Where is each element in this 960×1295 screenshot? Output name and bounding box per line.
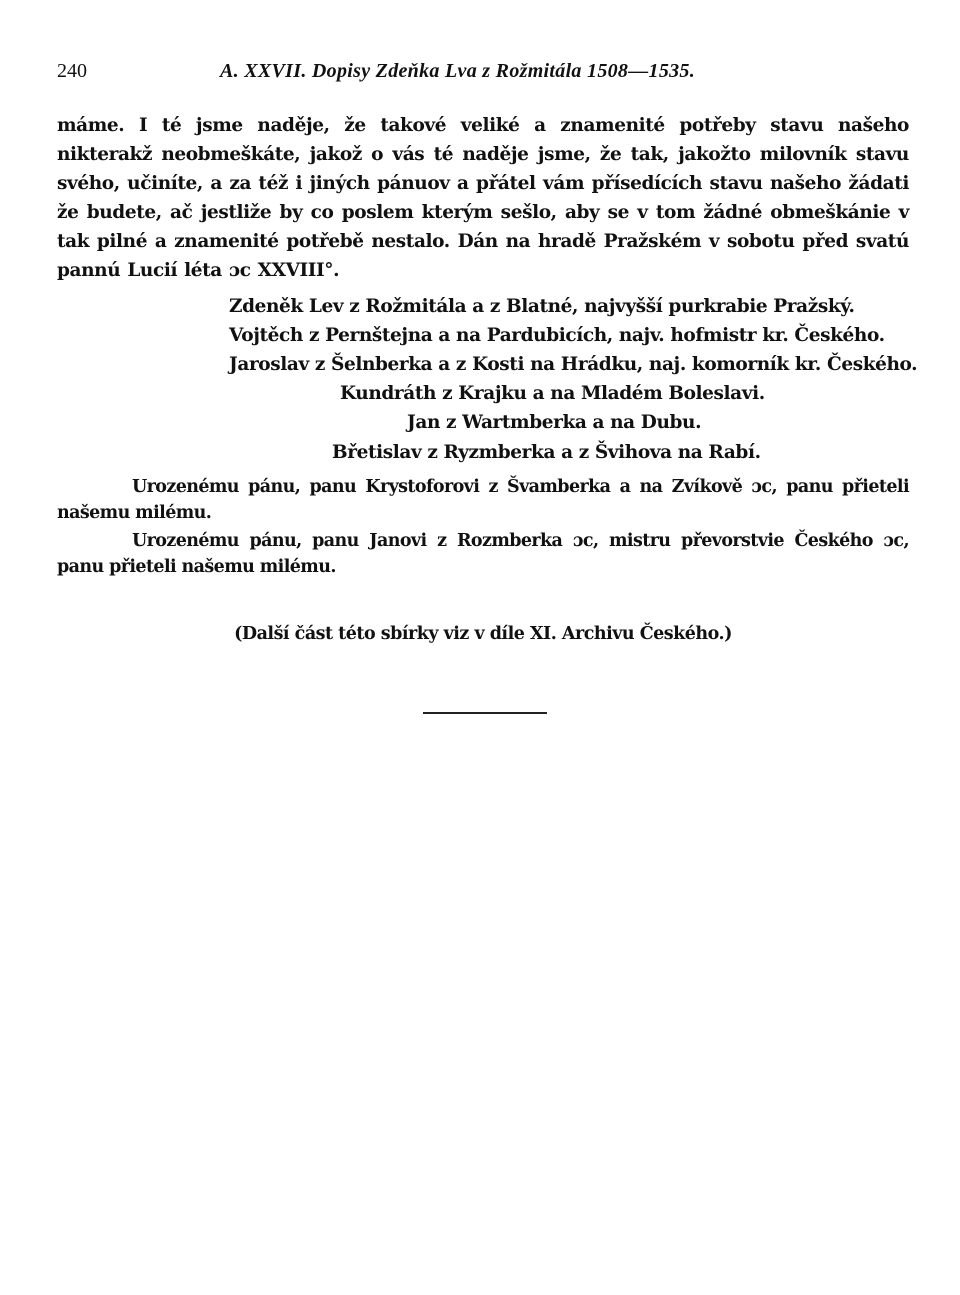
signature-line: Jaroslav z Šelnberka a z Kosti na Hrádku, naj. komorník kr. Českého. xyxy=(229,354,918,375)
page-number: 240 xyxy=(57,60,87,82)
signature-line: Vojtěch z Pernštejna a na Pardubicích, najv. hofmistr kr. Českého. xyxy=(229,325,885,346)
running-head: A. XXVII. Dopisy Zdeňka Lva z Rožmitála 1508—1535. xyxy=(220,60,696,82)
page-header xyxy=(57,60,909,90)
continuation-note: (Další část této sbírky viz v díle XI. Archivu Českého.) xyxy=(234,624,732,644)
signature-line: Zdeněk Lev z Rožmitála a z Blatné, najvyšší purkrabie Pražský. xyxy=(229,296,855,317)
signature-line: Břetislav z Ryzmberka a z Švihova na Rabí. xyxy=(332,442,761,463)
end-rule xyxy=(423,712,547,714)
address-line: Urozenému pánu, panu Janovi z Rozmberka ɔc, mistru převorstvie Českého ɔc, panu přieteli našemu milému. xyxy=(57,531,909,577)
signature-line: Kundráth z Krajku a na Mladém Boleslavi. xyxy=(340,383,765,404)
signature-line: Jan z Wartmberka a na Dubu. xyxy=(407,412,702,433)
letter-body-paragraph: máme. I té jsme naděje, že takové veliké a znamenité potřeby stavu našeho nikterakž neobmeškáte, jakož o vás té naděje jsme, že tak, jakožto milovník stavu svého, učiníte, a za též i jiných pánuov a přátel vám přísedících stavu našeho žádati že budete, ač jestliže by co poslem kterým sešlo, aby se v tom žádné obmeškánie v tak pilné a znamenité potřebě nestalo. Dán na hradě Pražském v sobotu před svatú pannú Lucií léta ɔc XXVIII°. xyxy=(57,115,909,281)
address-line: Urozenému pánu, panu Krystoforovi z Švamberka a na Zvíkově ɔc, panu přieteli našemu milému. xyxy=(57,477,909,523)
